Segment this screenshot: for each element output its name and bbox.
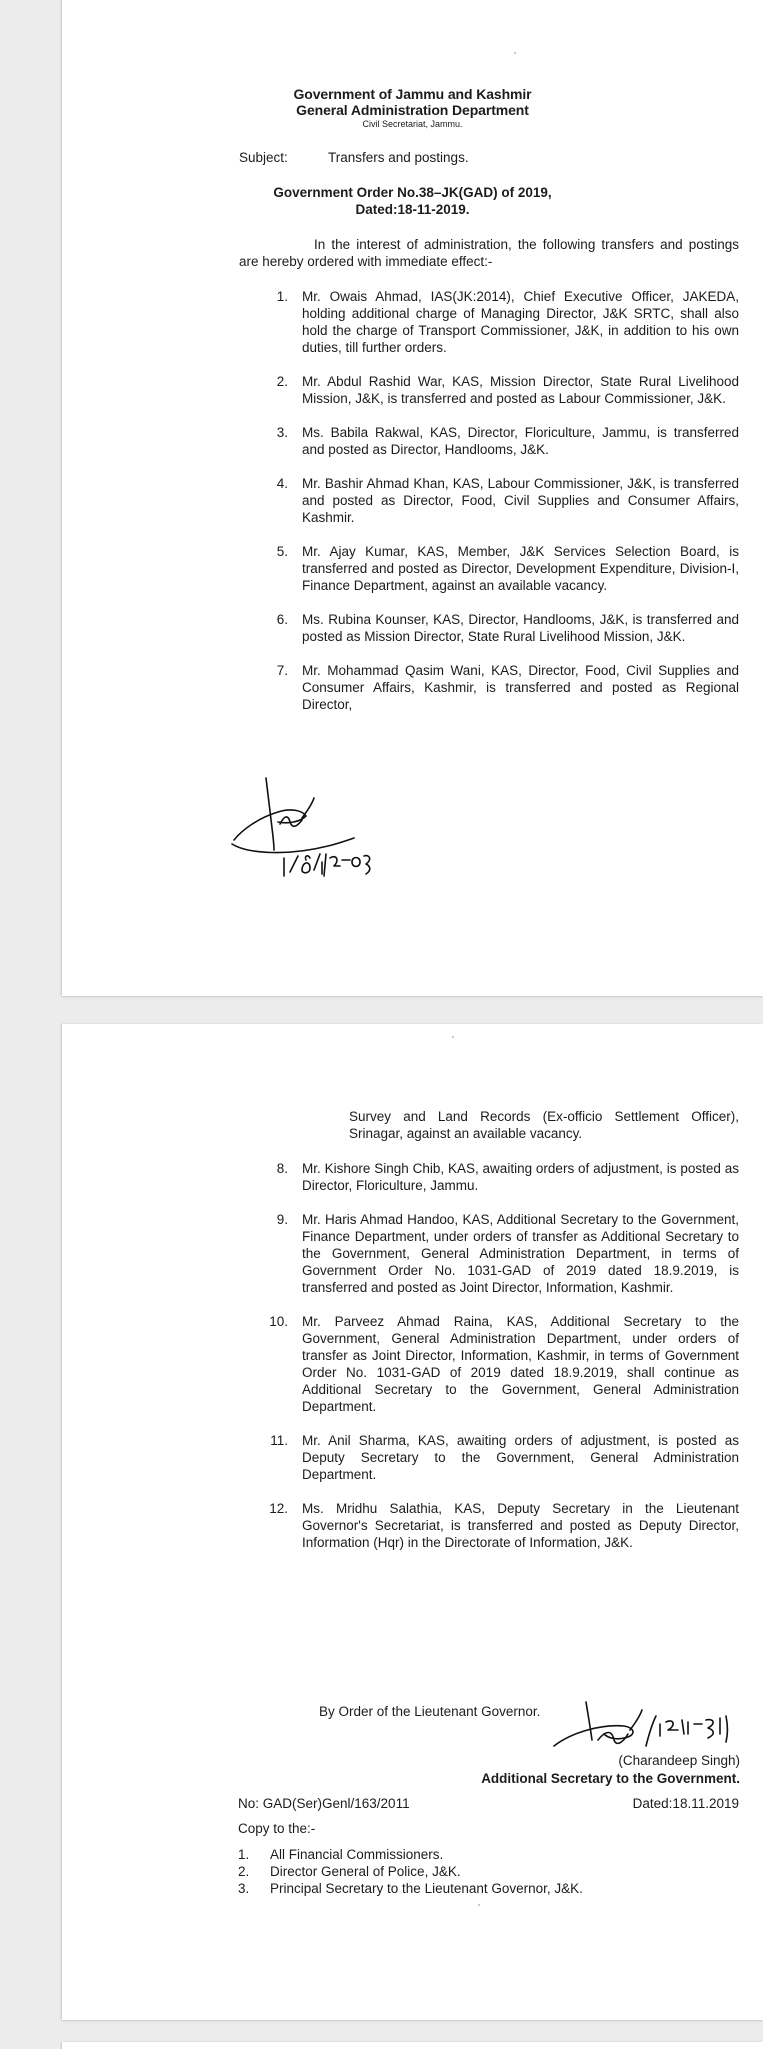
copy-item [238,1863,583,1880]
item-text: Mr. Abdul Rashid War, KAS, Mission Director, State Rural Livelihood Mission, J&K, is transferred and posted as Labour Commissioner, J&K. [302,374,739,406]
item-text: Mr. Parveez Ahmad Raina, KAS, Additional Secretary to the Government, General Administration Department, under orders of transfer as Joint Director, Information, Kashmir, in terms of Government Order No. 1031-GAD of 2019 dated 18.9.2019, shall continue as Additional Secretary to the Government, General Administration Department. [302,1314,739,1414]
copy-item-number: 2. [238,1864,250,1879]
item-text: Mr. Anil Sharma, KAS, awaiting orders of adjustment, is posted as Deputy Secretary to the Government, General Administration Department. [302,1433,739,1482]
item-text: Mr. Mohammad Qasim Wani, KAS, Director, Food, Civil Supplies and Consumer Affairs, Kashmir, is transferred and posted as Regional Director, [302,663,739,712]
copy-item [238,1880,583,1897]
item-7-continuation: Survey and Land Records (Ex-officio Settlement Officer), Srinagar, against an available vacancy. [349,1109,739,1141]
list-item [257,1432,739,1483]
intro-paragraph: In the interest of administration, the following transfers and postings are hereby ordered with immediate effect:- [239,237,739,269]
copy-item [238,1846,583,1863]
list-item [257,475,739,526]
by-order-line: By Order of the Lieutenant Governor. [319,1704,541,1719]
item-number: 3. [276,425,288,440]
scan-speck [514,52,516,54]
reference-number: No: GAD(Ser)Genl/163/2011 [238,1796,410,1811]
signatory-title: Additional Secretary to the Government. [481,1771,740,1786]
item-text: Mr. Haris Ahmad Handoo, KAS, Additional Secretary to the Government, Finance Department, under orders of transfer as Additional Secretary to the Government, General Administration Department, in terms of Government Order No. 1031-GAD of 2019 dated 18.9.2019, is transferred and posted as Joint Director, Information, Kashmir. [302,1212,739,1295]
document-page-3 [62,2042,763,2049]
document-page-2 [62,1024,763,2020]
copy-item-text: Principal Secretary to the Lieutenant Governor, J&K. [270,1881,583,1896]
item-number: 8. [276,1161,288,1176]
list-item [257,611,739,645]
subject-line [239,150,469,165]
department-name: General Administration Department [296,102,529,118]
copy-item-text: All Financial Commissioners. [270,1847,444,1862]
copy-to-list [238,1846,583,1897]
document-page-1 [62,0,763,996]
list-item [257,1211,739,1296]
list-item [257,543,739,594]
item-number: 1. [276,289,288,304]
reference-row [238,1796,739,1811]
reference-date: Dated:18.11.2019 [632,1796,739,1811]
copy-item-text: Director General of Police, J&K. [270,1864,461,1879]
item-number: 7. [276,663,288,678]
order-list-page2 [257,1160,739,1551]
list-item [257,1160,739,1194]
govt-name: Government of Jammu and Kashmir [293,86,532,102]
order-number: Government Order No.38–JK(GAD) of 2019, [273,185,552,200]
item-number: 11. [270,1433,288,1448]
item-text: Mr. Bashir Ahmad Khan, KAS, Labour Commissioner, J&K, is transferred and posted as Director, Food, Civil Supplies and Consumer Affairs, Kashmir. [302,476,739,525]
subject-label: Subject: [239,150,288,165]
item-number: 10. [269,1314,288,1329]
item-number: 2. [276,374,288,389]
copy-item-number: 1. [238,1847,250,1862]
scan-speck [452,1036,454,1038]
list-item [257,288,739,356]
handwritten-initials-page1 [228,770,378,880]
list-item [257,373,739,407]
order-list-page1 [257,288,739,713]
office-address: Civil Secretariat, Jammu. [362,119,463,129]
item-number: 6. [276,612,288,627]
item-text: Mr. Ajay Kumar, KAS, Member, J&K Services Selection Board, is transferred and posted as Director, Development Expenditure, Division-I, Finance Department, against an available vacancy. [302,544,739,593]
item-text: Ms. Babila Rakwal, KAS, Director, Floriculture, Jammu, is transferred and posted as Director, Handlooms, J&K. [302,425,739,457]
item-number: 5. [276,544,288,559]
item-text: Ms. Mridhu Salathia, KAS, Deputy Secretary in the Lieutenant Governor's Secretariat, is transferred and posted as Deputy Director, Information (Hqr) in the Directorate of Information, J&K. [302,1501,739,1550]
item-text: Mr. Kishore Singh Chib, KAS, awaiting orders of adjustment, is posted as Director, Floriculture, Jammu. [302,1161,739,1193]
subject-text: Transfers and postings. [328,150,469,165]
item-number: 4. [276,476,288,491]
list-item [257,1500,739,1551]
copy-to-heading: Copy to the:- [238,1821,316,1836]
order-date: Dated:18-11-2019. [355,202,470,217]
item-text: Mr. Owais Ahmad, IAS(JK:2014), Chief Executive Officer, JAKEDA, holding additional charge of Managing Director, J&K SRTC, shall also hold the charge of Transport Commissioner, J&K, in addition to his own duties, till further orders. [302,289,739,355]
scan-speck [478,1904,480,1906]
order-title [62,184,763,218]
copy-item-number: 3. [238,1881,250,1896]
signatory-name: (Charandeep Singh) [618,1753,740,1768]
item-text: Ms. Rubina Kounser, KAS, Director, Handlooms, J&K, is transferred and posted as Mission Director, State Rural Livelihood Mission, J&K. [302,612,739,644]
item-number: 9. [276,1212,288,1227]
list-item [257,662,739,713]
item-number: 12. [269,1501,288,1516]
document-header [62,86,763,130]
list-item [257,1313,739,1415]
list-item [257,424,739,458]
